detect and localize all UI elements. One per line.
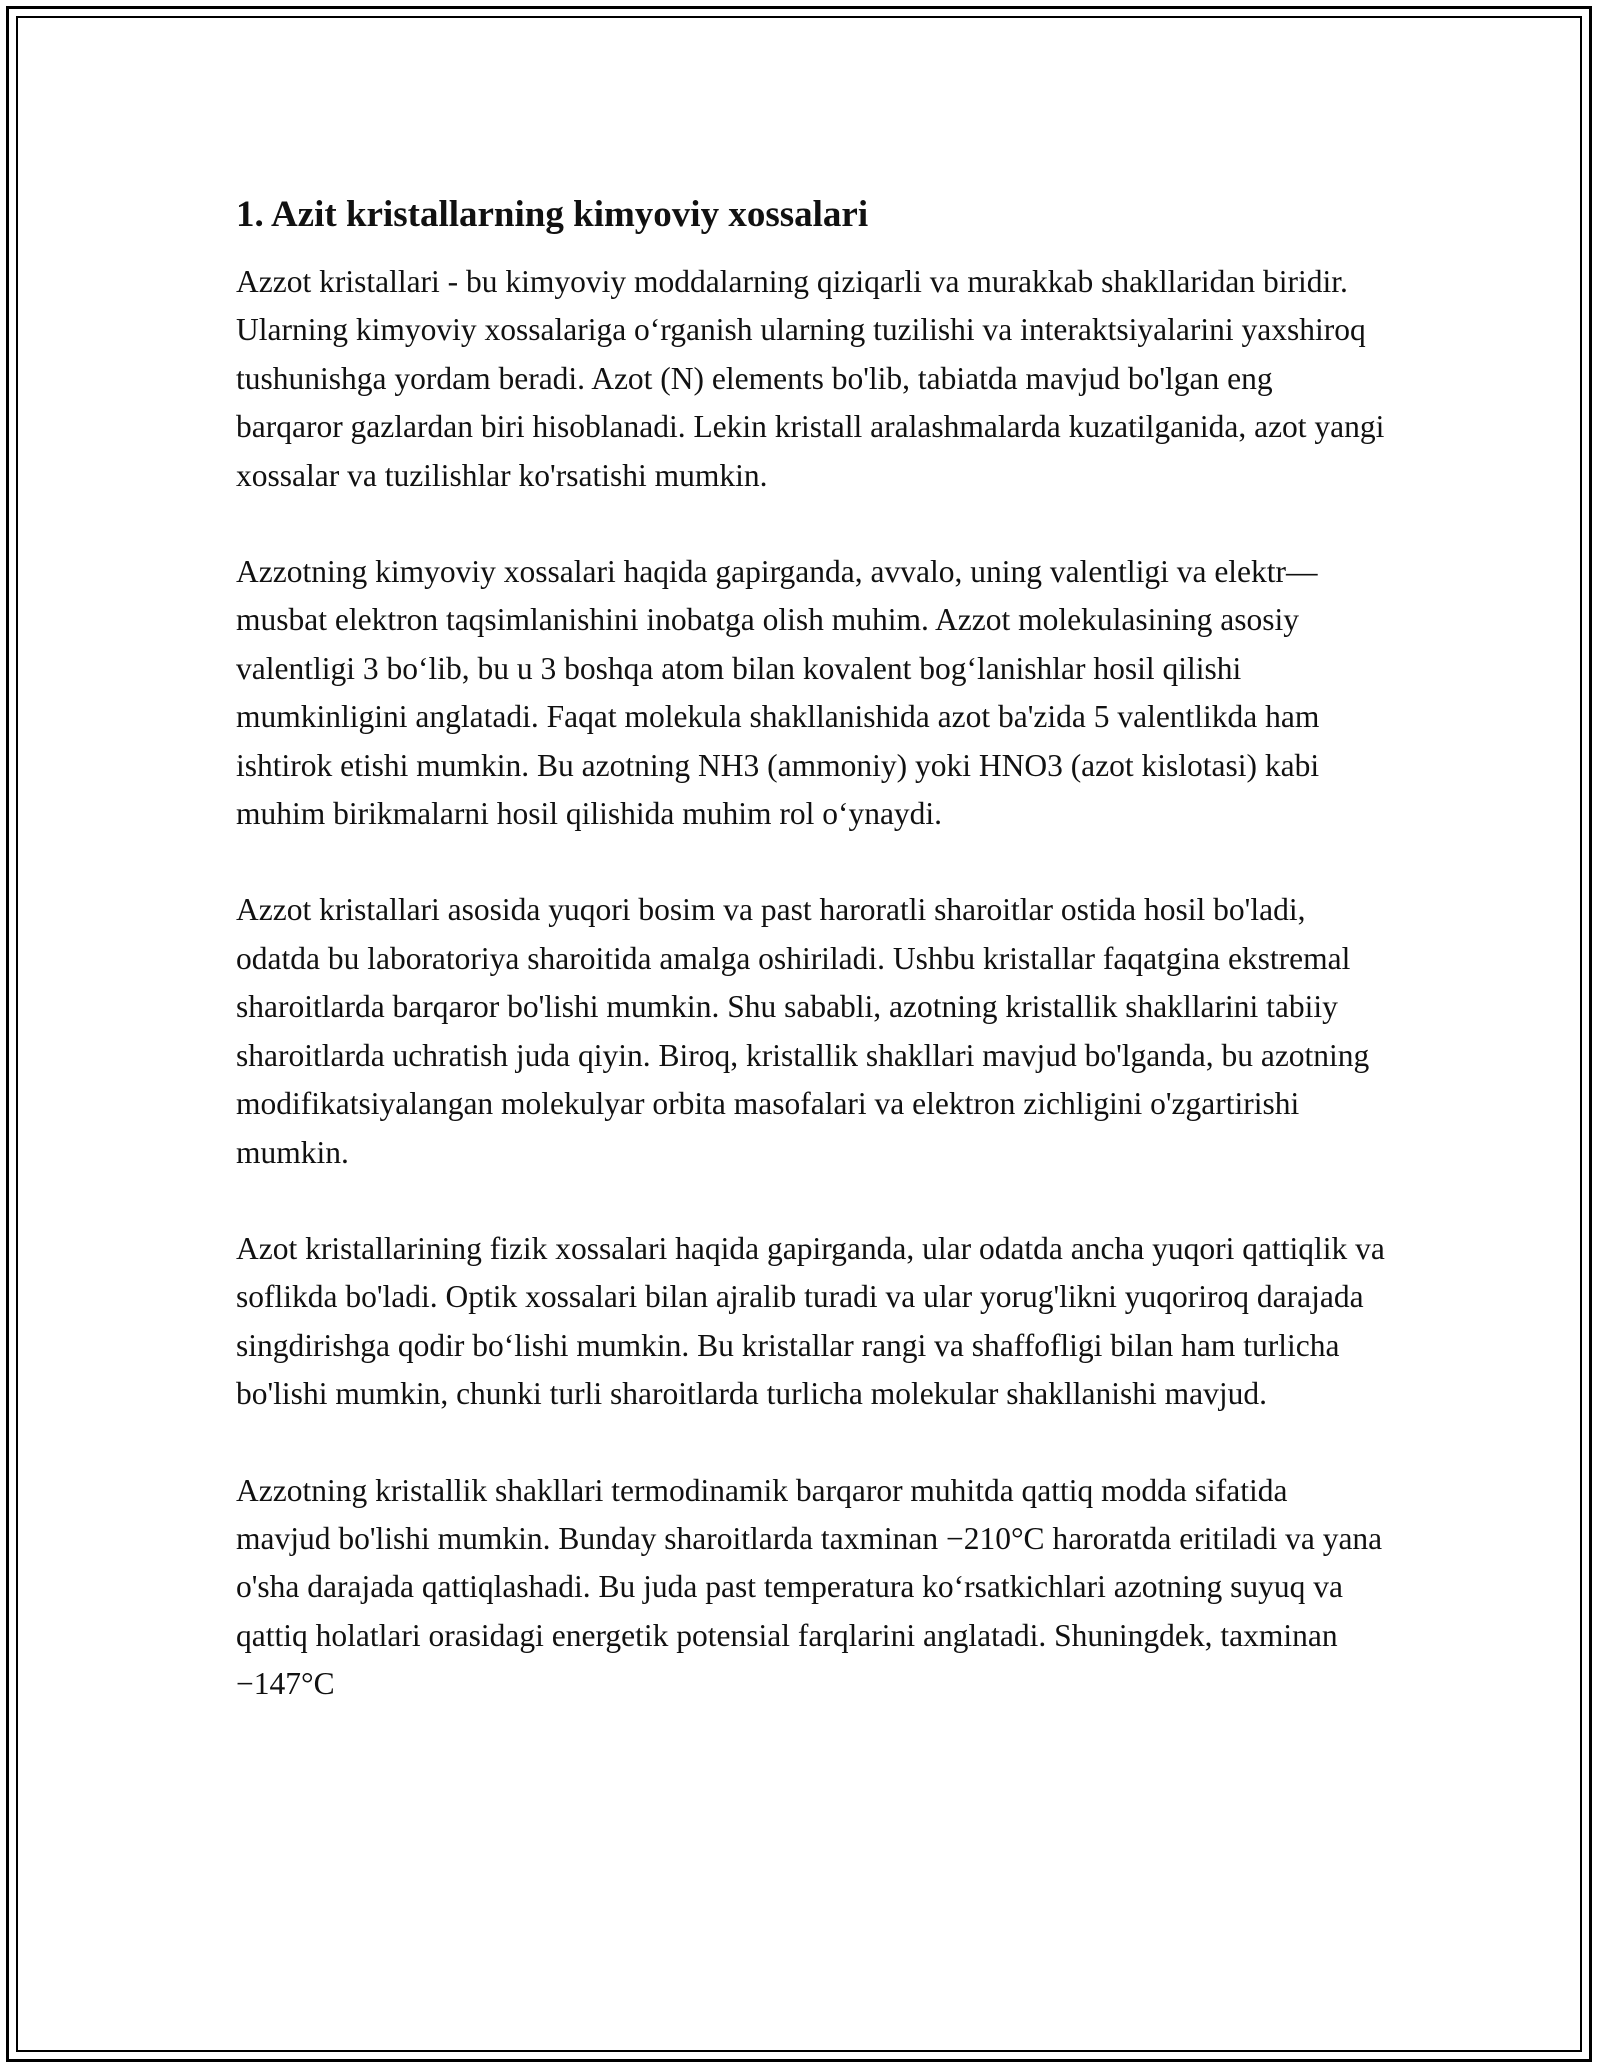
paragraph: Azzotning kimyoviy xossalari haqida gapirganda, avvalo, uning valentligi va elektr—musbat elektron taqsimlanishini inobatga olish muhim. Azzot molekulasining asosiy valentligi 3 bo‘lib, bu u 3 boshqa atom bilan kovalent bog‘lanishlar hosil qilishi mumkinligini anglatadi. Faqat molekula shakllanishida azot ba'zida 5 valentlikda ham ishtirok etishi mumkin. Bu azotning NH3 (ammoniy) yoki HNO3 (azot kislotasi) kabi muhim birikmalarni hosil qilishida muhim rol o‘ynaydi. xyxy=(236,554,1320,832)
paragraph: Azzot kristallari - bu kimyoviy moddalarning qiziqarli va murakkab shakllaridan biridir. Ularning kimyoviy xossalariga o‘rganish ularning tuzilishi va interaktsiyalarini yaxshiroq tushunishga yordam beradi. Azot (N) elements bo'lib, tabiatda mavjud bo'lgan eng barqaror gazlardan biri hisoblanadi. Lekin kristall aralashmalarda kuzatilganida, azot yangi xossalar va tuzilishlar ko'rsatishi mumkin. xyxy=(236,264,1385,493)
paragraph: Azot kristallarining fizik xossalari haqida gapirganda, ular odatda ancha yuqori qattiqlik va soflikda bo'ladi. Optik xossalari bilan ajralib turadi va ular yorug'likni yuqoriroq darajada singdirishga qodir bo‘lishi mumkin. Bu kristallar rangi va shaffofligi bilan ham turlicha bo'lishi mumkin, chunki turli sharoitlarda turlicha molekular shakllanishi mavjud. xyxy=(236,1230,1385,1412)
paragraph: Azzot kristallari asosida yuqori bosim va past haroratli sharoitlar ostida hosil bo'ladi, odatda bu laboratoriya sharoitida amalga oshiriladi. Ushbu kristallar faqatgina ekstremal sharoitlarda barqaror bo'lishi mumkin. Shu sababli, azotning kristallik shakllarini tabiiy sharoitlarda uchratish juda qiyin. Biroq, kristallik shakllari mavjud bo'lganda, bu azotning modifikatsiyalangan molekulyar orbita masofalari va elektron zichligini o'zgartirishi mumkin. xyxy=(236,892,1370,1170)
paragraph: Azzotning kristallik shakllari termodinamik barqaror muhitda qattiq modda sifatida mavjud bo'lishi mumkin. Bunday sharoitlarda taxminan −210°C haroratda eritiladi va yana o'sha darajada qattiqlashadi. Bu juda past temperatura ko‘rsatkichlari azotning suyuq va qattiq holatlari orasidagi energetik potensial farqlarini anglatadi. Shuningdek, taxminan −147°C xyxy=(236,1472,1383,1702)
section-heading: 1. Azit kristallarning kimyoviy xossalari xyxy=(236,194,869,235)
document-body xyxy=(236,186,1386,1757)
